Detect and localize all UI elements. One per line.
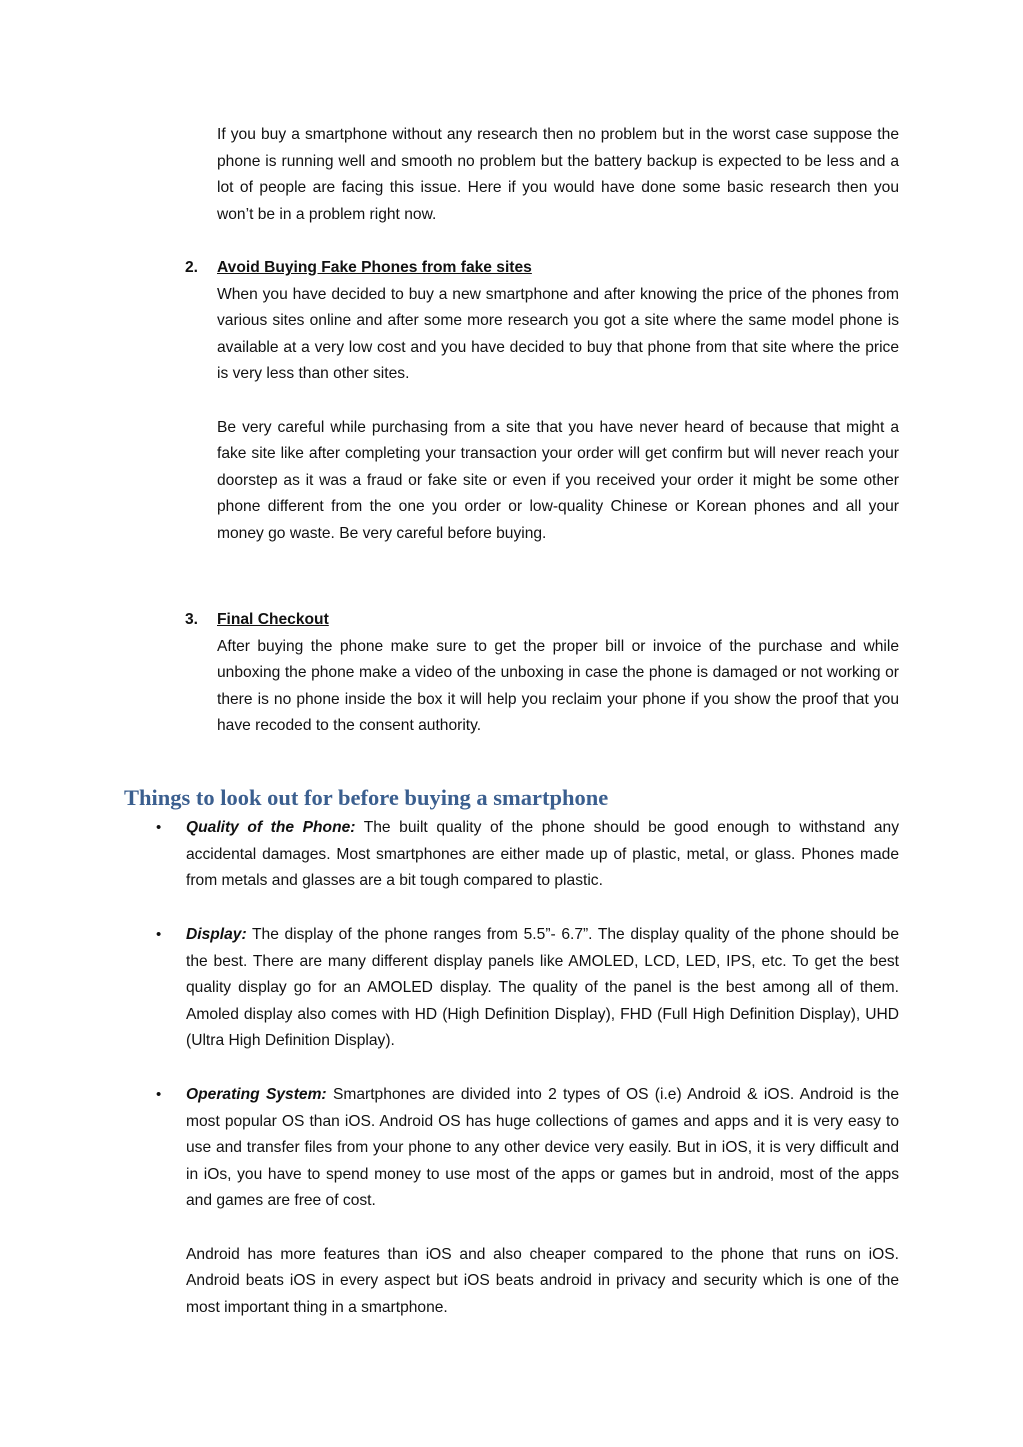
step-title: Final Checkout xyxy=(217,611,329,628)
step-paragraph: Be very careful while purchasing from a site that you have never heard of because that might a fake site like after completing your transaction your order will get confirm but will never reach your doorstep as it was a fraud or fake site or even if you received your order it might be some other phone different from the one you order or low-quality Chinese or Korean phones and all your money go waste. Be very careful before buying. xyxy=(217,418,899,542)
step-paragraph: After buying the phone make sure to get the proper bill or invoice of the purchase and while unboxing the phone make a video of the unboxing in case the phone is damaged or not working or there is no phone inside the box it will help you reclaim your phone if you show the proof that you have recoded to the consent authority. xyxy=(217,637,899,735)
step-paragraph: When you have decided to buy a new smartphone and after knowing the price of the phones from various sites online and after some more research you got a site where the same model phone is available at a very low cost and you have decided to buy that phone from that site where the price is very less than other sites. xyxy=(217,285,899,383)
bullet-paragraph xyxy=(186,1082,899,1215)
section-heading: Things to look out for before buying a smartphone xyxy=(124,785,609,810)
bullet-paragraph-extra: Android has more features than iOS and also cheaper compared to the phone that runs on iOS. Android beats iOS in every aspect but iOS beats android in privacy and security which is one of the most important thing in a smartphone. xyxy=(186,1245,899,1316)
bullet-text: The built quality of the phone should be good enough to withstand any accidental damages. Most smartphones are either made up of plastic, metal, or glass. Phones made from metals and glasses are a bit tough compared to plastic. xyxy=(186,819,899,890)
bullet-label: Quality of the Phone: xyxy=(186,819,356,836)
step-number: 2. xyxy=(185,259,199,276)
bullet-paragraph xyxy=(186,815,899,895)
bullet-item-operating-system xyxy=(186,1082,899,1321)
step-block-final-checkout xyxy=(217,607,899,740)
bullet-text: The display of the phone ranges from 5.5”- 6.7”. The display quality of the phone should be the best. There are many different display panels like AMOLED, LCD, LED, IPS, etc. To get the best quality display go for an AMOLED display. The quality of the panel is the best among all of them. Amoled display also comes with HD (High Definition Display), FHD (Full High Definition Display), UHD (Ultra High Definition Display). xyxy=(186,926,899,1050)
step-number: 3. xyxy=(185,611,199,628)
step-block-fake-phones xyxy=(217,255,899,548)
step-title: Avoid Buying Fake Phones from fake sites xyxy=(217,259,532,276)
bullet-text: Smartphones are divided into 2 types of OS (i.e) Android & iOS. Android is the most popular OS than iOS. Android OS has huge collections of games and apps and it is very easy to use and transfer files from your phone to any other device very easily. But in iOS, it is very difficult and in iOs, you have to spend money to use most of the apps or games but in android, most of the apps and games are free of cost. xyxy=(186,1086,899,1210)
bullet-label: Display: xyxy=(186,926,247,943)
bullet-paragraph xyxy=(186,922,899,1055)
bullet-icon: • xyxy=(156,819,162,836)
intro-paragraph-block xyxy=(217,122,899,228)
bullet-icon: • xyxy=(156,1086,162,1103)
bullet-icon: • xyxy=(156,926,162,943)
bullet-label: Operating System: xyxy=(186,1086,327,1103)
bullet-item-display xyxy=(186,922,899,1055)
intro-paragraph: If you buy a smartphone without any research then no problem but in the worst case suppose the phone is running well and smooth no problem but the battery backup is expected to be less and a lot of people are facing this issue. Here if you would have done some basic research then you won’t be in a problem right now. xyxy=(217,126,899,223)
bullet-item-quality xyxy=(186,815,899,895)
